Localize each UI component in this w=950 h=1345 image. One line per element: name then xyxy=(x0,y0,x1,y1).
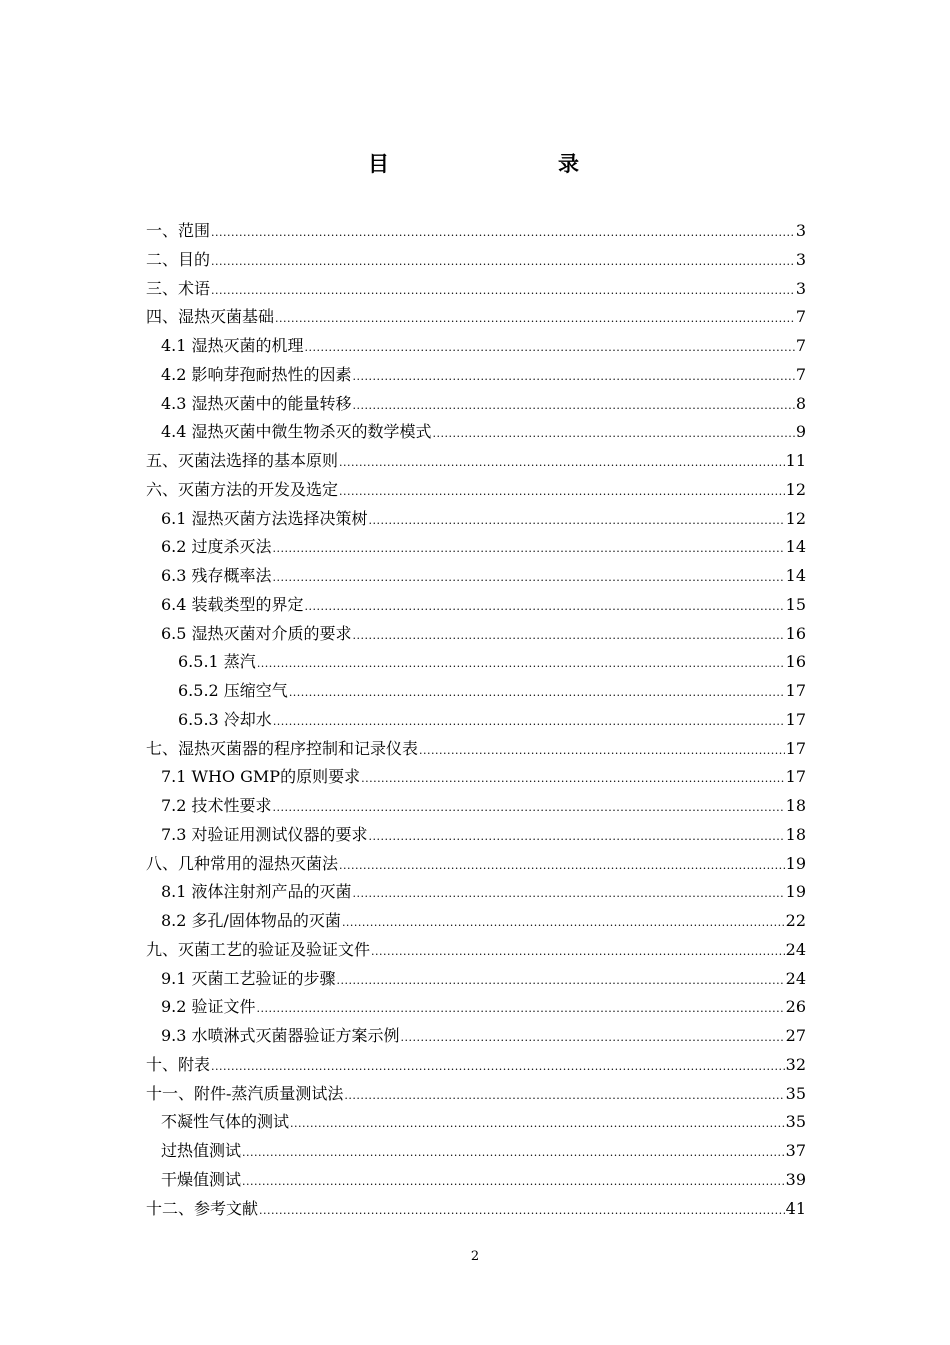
toc-entry-label: 七、湿热灭菌器的程序控制和记录仪表 xyxy=(146,738,419,758)
toc-title-char-1: 目 xyxy=(368,152,389,176)
toc-entry-page-number: 17 xyxy=(785,709,806,729)
toc-dot-leader xyxy=(305,593,785,622)
toc-entry[interactable] xyxy=(146,1051,806,1080)
toc-entry-page-number: 11 xyxy=(785,451,806,470)
toc-entry-label: 8.2 多孔/固体物品的灭菌 xyxy=(161,911,341,930)
toc-entry[interactable] xyxy=(146,648,806,677)
toc-entry[interactable] xyxy=(146,677,806,706)
toc-entry[interactable] xyxy=(146,591,806,620)
toc-dot-leader xyxy=(371,938,785,967)
toc-entry-label: 4.4 湿热灭菌中微生物杀灭的数学模式 xyxy=(161,422,432,442)
toc-dot-leader xyxy=(259,1197,785,1226)
toc-entry-page-number: 39 xyxy=(785,1169,806,1189)
toc-dot-leader xyxy=(339,852,785,881)
toc-entry-label: 六、灭菌方法的开发及选定 xyxy=(146,479,339,499)
toc-entry[interactable] xyxy=(146,1166,806,1195)
toc-dot-leader xyxy=(305,334,795,363)
toc-entry-label: 6.5.1 蒸汽 xyxy=(178,652,256,672)
toc-entry-label: 干燥值测试 xyxy=(161,1169,242,1189)
toc-entry-page-number: 12 xyxy=(785,508,806,528)
toc-dot-leader xyxy=(339,478,785,507)
toc-entry[interactable] xyxy=(146,246,806,275)
toc-entry-page-number: 27 xyxy=(785,1026,806,1045)
toc-entry-label: 十、附表 xyxy=(146,1054,211,1074)
toc-entry[interactable] xyxy=(146,476,806,505)
toc-dot-leader xyxy=(353,622,785,651)
toc-entry-page-number: 12 xyxy=(785,479,806,499)
toc-title-char-2: 录 xyxy=(558,152,579,176)
toc-entry-page-number: 37 xyxy=(785,1141,806,1160)
toc-dot-leader xyxy=(273,564,785,593)
toc-entry[interactable] xyxy=(146,735,806,764)
toc-entry-label: 十一、附件-蒸汽质量测试法 xyxy=(146,1083,344,1103)
toc-dot-leader xyxy=(211,277,795,306)
toc-entry[interactable] xyxy=(146,792,806,821)
toc-entry[interactable] xyxy=(146,907,806,936)
toc-dot-leader xyxy=(289,679,785,708)
toc-entry[interactable] xyxy=(146,332,806,361)
toc-dot-leader xyxy=(337,967,785,996)
toc-dot-leader xyxy=(273,708,785,737)
toc-entry-label: 四、湿热灭菌基础 xyxy=(146,307,275,327)
toc-entry[interactable] xyxy=(146,505,806,534)
toc-entry-label: 4.2 影响芽孢耐热性的因素 xyxy=(161,364,352,384)
toc-entry-label: 九、灭菌工艺的验证及验证文件 xyxy=(146,939,371,959)
toc-entry-label: 6.3 残存概率法 xyxy=(161,566,272,585)
toc-entry-label: 6.2 过度杀灭法 xyxy=(161,537,272,557)
toc-entry-page-number: 18 xyxy=(785,824,806,844)
toc-entry[interactable] xyxy=(146,1080,806,1109)
toc-entry-page-number: 14 xyxy=(785,537,806,557)
toc-entry-page-number: 26 xyxy=(785,997,806,1017)
toc-entry-page-number: 14 xyxy=(785,566,806,585)
toc-entry[interactable] xyxy=(146,993,806,1022)
toc-dot-leader xyxy=(339,449,785,478)
toc-entry-label: 4.1 湿热灭菌的机理 xyxy=(161,336,304,355)
toc-entry-label: 6.4 装载类型的界定 xyxy=(161,594,304,614)
toc-entry-page-number: 7 xyxy=(795,364,806,384)
toc-entry[interactable] xyxy=(146,447,806,476)
toc-entry-page-number: 16 xyxy=(785,652,806,672)
toc-entry[interactable] xyxy=(146,878,806,907)
toc-entry-page-number: 35 xyxy=(785,1083,806,1103)
page-number: 2 xyxy=(470,1249,480,1264)
toc-entry[interactable] xyxy=(146,763,806,792)
toc-entry-page-number: 17 xyxy=(785,681,806,700)
toc-entry-label: 二、目的 xyxy=(146,249,211,269)
toc-entry[interactable] xyxy=(146,1108,806,1137)
toc-entry-page-number: 17 xyxy=(785,738,806,758)
toc-dot-leader xyxy=(342,909,785,938)
toc-dot-leader xyxy=(273,794,785,823)
toc-dot-leader xyxy=(419,737,785,766)
toc-dot-leader xyxy=(273,535,785,564)
toc-dot-leader xyxy=(211,1053,785,1082)
toc-entry[interactable] xyxy=(146,1022,806,1051)
table-of-contents xyxy=(146,217,806,1223)
toc-entry-page-number: 15 xyxy=(785,594,806,614)
toc-entry-label: 9.1 灭菌工艺验证的步骤 xyxy=(161,968,336,988)
toc-entry[interactable] xyxy=(146,1137,806,1166)
toc-entry-label: 十二、参考文献 xyxy=(146,1198,259,1218)
toc-entry-page-number: 3 xyxy=(795,221,806,240)
toc-dot-leader xyxy=(353,363,795,392)
toc-entry[interactable] xyxy=(146,303,806,332)
toc-dot-leader xyxy=(369,507,785,536)
toc-entry[interactable] xyxy=(146,936,806,965)
toc-dot-leader xyxy=(257,995,785,1024)
toc-dot-leader xyxy=(344,1082,784,1111)
toc-entry-label: 7.3 对验证用测试仪器的要求 xyxy=(161,824,368,844)
toc-entry[interactable] xyxy=(146,1195,806,1224)
toc-dot-leader xyxy=(275,305,795,334)
toc-entry-label: 9.3 水喷淋式灭菌器验证方案示例 xyxy=(161,1026,400,1045)
toc-dot-leader xyxy=(401,1024,785,1053)
toc-entry-label: 6.1 湿热灭菌方法选择决策树 xyxy=(161,508,368,528)
toc-entry[interactable] xyxy=(146,620,806,649)
toc-entry-label: 八、几种常用的湿热灭菌法 xyxy=(146,853,339,873)
toc-entry-label: 8.1 液体注射剂产品的灭菌 xyxy=(161,882,352,902)
toc-entry-label: 4.3 湿热灭菌中的能量转移 xyxy=(161,393,352,413)
toc-entry-page-number: 18 xyxy=(785,796,806,815)
toc-entry-label: 6.5.2 压缩空气 xyxy=(178,681,288,700)
toc-entry[interactable] xyxy=(146,965,806,994)
toc-entry[interactable] xyxy=(146,533,806,562)
toc-dot-leader xyxy=(353,392,795,421)
toc-dot-leader xyxy=(242,1168,785,1197)
toc-entry-page-number: 32 xyxy=(785,1054,806,1074)
toc-entry-page-number: 35 xyxy=(785,1112,806,1132)
toc-entry-label: 7.1 WHO GMP的原则要求 xyxy=(161,767,361,787)
toc-title xyxy=(0,148,950,182)
toc-entry-label: 过热值测试 xyxy=(161,1141,242,1160)
toc-entry-label: 6.5 湿热灭菌对介质的要求 xyxy=(161,623,352,643)
toc-entry-page-number: 7 xyxy=(795,336,806,355)
toc-entry[interactable] xyxy=(146,562,806,591)
toc-entry-label: 一、范围 xyxy=(146,221,211,240)
toc-entry-page-number: 8 xyxy=(795,393,806,413)
toc-entry-label: 不凝性气体的测试 xyxy=(161,1112,290,1132)
toc-entry-page-number: 3 xyxy=(795,278,806,298)
toc-dot-leader xyxy=(369,823,785,852)
toc-dot-leader xyxy=(242,1139,785,1168)
toc-entry-page-number: 17 xyxy=(785,767,806,787)
toc-entry-label: 三、术语 xyxy=(146,278,211,298)
toc-entry-page-number: 24 xyxy=(785,968,806,988)
toc-dot-leader xyxy=(433,420,795,449)
toc-entry-page-number: 16 xyxy=(785,623,806,643)
toc-dot-leader xyxy=(361,765,785,794)
toc-entry-page-number: 41 xyxy=(785,1198,806,1218)
toc-entry-label: 6.5.3 冷却水 xyxy=(178,709,272,729)
toc-entry[interactable] xyxy=(146,850,806,879)
toc-dot-leader xyxy=(211,219,795,248)
toc-dot-leader xyxy=(211,248,795,277)
toc-entry-label: 9.2 验证文件 xyxy=(161,997,256,1017)
toc-dot-leader xyxy=(353,880,785,909)
toc-dot-leader xyxy=(257,650,785,679)
toc-entry[interactable] xyxy=(146,217,806,246)
toc-entry-page-number: 19 xyxy=(785,882,806,902)
toc-entry-label: 7.2 技术性要求 xyxy=(161,796,272,815)
toc-entry[interactable] xyxy=(146,821,806,850)
toc-entry[interactable] xyxy=(146,418,806,447)
toc-entry-page-number: 24 xyxy=(785,939,806,959)
toc-entry-page-number: 19 xyxy=(785,853,806,873)
toc-entry[interactable] xyxy=(146,275,806,304)
toc-entry[interactable] xyxy=(146,390,806,419)
toc-dot-leader xyxy=(290,1110,785,1139)
toc-entry-label: 五、灭菌法选择的基本原则 xyxy=(146,451,339,470)
toc-entry-page-number: 9 xyxy=(795,422,806,442)
toc-entry[interactable] xyxy=(146,361,806,390)
toc-entry-page-number: 7 xyxy=(795,307,806,327)
toc-entry[interactable] xyxy=(146,706,806,735)
toc-entry-page-number: 3 xyxy=(795,249,806,269)
toc-entry-page-number: 22 xyxy=(785,911,806,930)
